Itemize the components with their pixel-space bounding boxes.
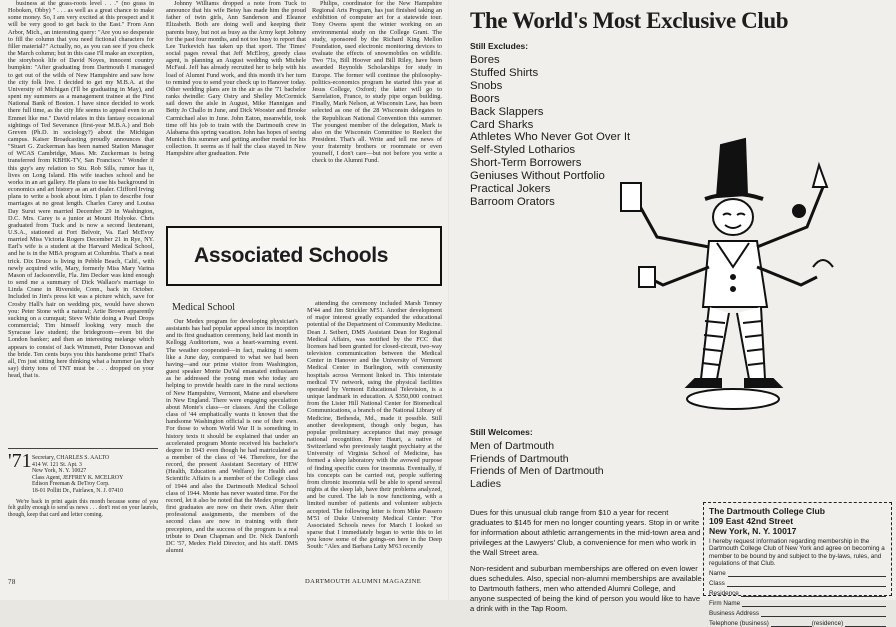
club-name: The Dartmouth College Club [709, 506, 826, 516]
magazine-footer: DARTMOUTH ALUMNI MAGAZINE [305, 578, 422, 585]
promo-paragraph: Dues for this unusual club range from $10 a year for recent graduates to $145 for men no longer counting years. Stop in or write for information about athletic arrangements in the mid-town area and privileges at the Lawyers' Club, a convenience for men who work in the Wall Street area. [470, 508, 701, 557]
class-secretary-box [8, 450, 158, 518]
ad-title: The World's Most Exclusive Club [470, 8, 789, 33]
class-agent-firm: Edison Freeman & DeTroy Corp. [32, 481, 110, 488]
juggler-illustration [617, 117, 839, 417]
club-address: 109 East 42nd Street [709, 516, 794, 526]
list-item: Ladies [470, 477, 501, 490]
divider [8, 448, 158, 449]
medical-school-column-1: Our Medex program for developing physician's assistants has had popular appeal since its inception and its first graduation ceremony, held last month in Kellogg Auditorium, was a heart-warming event. The weather cooperated—in fact, making it seem like a June day, compared to what we had been having—and our prime visitor from Washington, guest speaker Monte DuVal emanated enthusiasm as he addressed the young men who today are helping to provide health care in the rural sections of New Hampshire, Vermont, Maine and elsewhere in New England. There were engaging speculation about Monte's class—or classes. And the College class of '44 emphatically wants it known that the handsome Washington official is one of their own. For those to whom World War II is something in history texts it should be explained that under an accelerated program Monte received his bachelor's degree in 1943 even though he had matriculated as a member of the class of '44. Therefore, for the record, the present Assistant Secretary of HEW (Health, Education and Welfare) for Health and Scientific Affairs is a member of the College class of 1944 and also the Dartmouth Medical School class of 1944. Monte has never wasted time. For the record, let it also be noted that the Medex program's first graduates are now on their own. After their professional assignments, the members of the second class are now in training with their preceptors, and the success of the program is a real tribute to Dean Chapman and Dr. Nick Danforth DC '57, Medex Field Director, and his staff. DMS alumni [166, 318, 298, 554]
class-field[interactable]: Class [709, 580, 886, 587]
business-address-field[interactable]: Business Address [709, 610, 886, 617]
welcomes-heading: Still Welcomes: [470, 427, 533, 437]
class-year: '71 [8, 450, 32, 472]
secretary-city: New York, N. Y. 10027 [32, 468, 87, 475]
telephone-field[interactable]: Telephone (business) (residence) [709, 620, 886, 627]
list-item: Men of Dartmouth [470, 440, 555, 452]
class-agent-address: 18-01 Pollitt Dr., Fairlawn, N. J. 07410 [32, 487, 123, 494]
secretary-address: 414 W. 121 St. Apt. 3 [32, 461, 82, 468]
list-item: Self-Styled Lotharios [470, 144, 576, 157]
secretary-line: Secretary, CHARLES S. AALTO [32, 455, 110, 461]
associated-schools-banner [166, 226, 442, 286]
list-item: Snobs [470, 79, 503, 92]
membership-coupon [703, 502, 892, 627]
list-item: Barroom Orators [470, 195, 555, 208]
list-item: Bores [470, 54, 500, 66]
welcomes-list [470, 440, 604, 490]
firm-name-field[interactable]: Firm Name [709, 600, 886, 607]
list-item: Geniuses Without Portfolio [470, 170, 605, 183]
list-item: Friends of Men of Dartmouth [470, 465, 604, 477]
list-item: Stuffed Shirts [470, 66, 539, 79]
banner-title: Associated Schools [194, 244, 389, 267]
page-number: 78 [8, 578, 16, 586]
list-item: Friends of Dartmouth [470, 452, 569, 465]
list-item: Card Sharks [470, 118, 534, 131]
class-agent-line: Class Agent, JEFFREY K. MCELROY [32, 474, 124, 481]
residence-field[interactable]: Residence [709, 590, 886, 597]
left-page [0, 0, 448, 600]
medical-school-column-2: attending the ceremony included Marsh Tenney M'44 and Jim Strickler M'51. Another development of major interest greatly expanded the educational potential of the Department of Community Medicine. Dean J. Seibert, DMS Assistant Dean for Regional Medical Affairs, was notified by the FCC that licenses had been granted for closed-circuit, two-way television communication between the Medical Center in Hanover and the University of Vermont Medical Center in Burlington, with community hospitals across Vermont linked in. This interstate medical TV network, using the physical facilities operated by Vermont Educational Television, is a unique landmark in education. A $350,000 contract from the Lister Hill National Center for Biomedical Communications, a branch of the National Library of Medicine, Bethesda, Md., made it possible. Still another development, though only begun, has popular preliminary acceptance that may presage national recognition. Peter Hauri, a native of Switzerland who previously taught psychiatry at the University of Virginia School of Medicine, has formed a sleep laboratory with the avowed purpose of finding specific cures for insomnia. Eventually, if his concepts can be carried out, people suffering from chronic insomnia will be able to spend several nights at the sleep lab, have their problems analyzed, and be cured. The lab is now functioning, with a limited number of patients and volunteer subjects accepted. The following letter is from Mike Passero M'51 of Duke University Medical Center: "For Associated Schools news for March I looked so sparse that I immediately began to write this to let you know some of the goings-on here in the Deep South: "Alex and Barbara Latty M'63 recently [307, 300, 442, 551]
list-item: Back Slappers [470, 105, 544, 118]
list-item: Practical Jokers [470, 183, 551, 196]
list-item: Boors [470, 92, 500, 105]
list-item: Athletes Who Never Got Over It [470, 131, 631, 144]
name-field[interactable]: Name [709, 570, 886, 577]
class-note: We're back in print again this month because some of you felt guilty enough to send us news . . . don't rest on your laurels, though, keep that card and letter coming. [8, 498, 158, 518]
class-notes-column-1: business at the grass-roots level . . ." (no grass in Hoboken, Obby) " . . . as well as a great chance to make some money. So, I am very excited at this prospect and it will be very good to get back to the East." From Ann Arbor, Mich., an interesting query: "Are you so desperate to fill the column that you need fictional characters for filler material?" Actually, no, as you can see if you check the March column; but in this case I'll make an exception, the storybook life of David Noyes, innocent country bumpkin: "After graduating from Dartmouth I managed to get out of the wilds of New Hampshire and saw how the city folk live. I decided to get my M.B.A. at the University of Michigan (I'll be graduating in May), and spent my summers as a management trainee at the First National Bank of Boston. I have since decided to work there full time, as the city life seems to appeal even to an Emmet like me." David relates in this fantasy occasional sightings of Ted Severance (first-year M.B.A.) and Bob Greven (Ph.D. in sociology?) about the Michigan campus. Kaiser Broadcasting proudly announces that "Stuart G. Zuckerman has been named Station Manager of WCAS Cambridge, Mass. Mr. Zuckerman is being transferred from KBHK-TV, San Francisco." Wonder if this guy's any relation to Stu. Rob Sills, rumor has it, lives on Long Island. His wife teaches school and he works in an art gallery. He plans to use his background in economics and art history as an art dealer. Clifford Irving plans to write a book about him. I plan to describe four marriages at no great length. Charles Carey and Louisa Day Surut were married December 29 in Washington, D.C. Mrs. Carey is a junior at Mount Holyoke. Chris graduated from Tuck and is now a second lieutenant, U.S.A., stationed at Fort Belvoir, Va. Earl McEvoy married Miss Victoria Rogers December 21 in Rye, NY. Earl's wife is a student at the Harvard Medical School, and he is in the MBA program at Columbia. That's a neat trick. Dix Druce is living in Pebble Beach, Calif., with newly acquired wife, Mary, formerly Miss Mary Varina Mason of Jacksonville, Fla. Jim Decker was kind enough to send me a summary of Dick Wallace's marriage to Linda Crane in Riverside, Conn., back in October. Included in Jim's press kit was a picture which, save for Crosby Hall's hair on wedding pix, would have shown you: Peter Stone with a natural; Artie Brown apparently sucking on a cumquat; Steve White doing a Pearl Drops commercial; Tim himself looking very much the Syracuse law student; the bridegroom—even bit the London banker; and then an interesting melange which appears to consist of Jack Wimmett, Peter Donovan and the bride. Ten cents buys you this handsome print! That's all, I'm just sitting here thinking what a hummer (as they say) thirty tons of TNT must be . . . dropped on your head, that is. [8, 0, 154, 380]
club-city: New York, N. Y. 10017 [709, 526, 797, 536]
class-notes-column-3: Philips, coordinator for the New Hampshire Regional Arts Program, has just finished taking an exhibition of computer art for a statewide tour. Tony Owens spent the winter working on an environmental study on the College Grant. The study, sponsored by the Richard King Mellon Foundation, used electronic monitoring devices to evaluate the effects of snowmobiles on wildlife. Two '71s, Bill Hoover and Bill Riley, have been awarded Reynolds Scholarships for study in Europe. The former will continue the philosophy-politics-economics program he started this year at Jesus College, Oxford; the latter will go to Sarrelation, France, to study pipe organ building. Finally, Mark Nelson, at Wisconsin Law, has been selected as one of the 28 Wisconsin delegates to the Republican National Convention this summer. The youngest member of the delegation, Mark is also on the Wisconsin Committee to Reelect the President. That's all. Write and tell me news of your fraternity brothers or roommate or even yourself, I don't care—but not before you write a check to the Alumni Fund. [312, 0, 442, 165]
excludes-list [470, 54, 630, 209]
coupon-text: I hereby request information regarding membership in the Dartmouth College Club of New York and agree on becoming a member to be bound by and subject to the by-laws, rules, and regulations of that Club. [709, 538, 885, 567]
promo-copy [470, 508, 702, 620]
class-notes-column-2: Johnny Williams dropped a note from Tuck to announce that his wife Betsy has made him the proud father of twin girls, Ann Sanderson and Eleanor Elizabeth. Both are doing well and keeping their parents busy, but not as busy as the Army kept Johnny for the past four months, and not too busy to report that Lee Turkevich has taken up that sport. The Times' social pages reveal that Jeff McElroy, greedy class agent, is planning an August wedding with Michele McFaul. Jeff has already recruited her to help with his load of Alumni Fund work, and this month it's her turn to remind you to send your check up to Hanover today. Other wedding plans are in the air as the '71 bachelor ranks dwindle: Gary Ostry and Shelley McCormick sail down the aisle in August, Mike Hannigan and Betty Jo Challo in June, and Dick Wooster and Brooke Carmichael also in June. John Eaton, meanwhile, took time off his job to train with the Dartmouth crew in Alabama this spring vacation. John has hopes of seeing Munich this summer and getting another medal for his collection. It seems as if half the class stayed in New Hampshire after graduation. Pete [166, 0, 306, 158]
excludes-heading: Still Excludes: [470, 41, 529, 51]
list-item: Short-Term Borrowers [470, 157, 582, 170]
promo-paragraph: Non-resident and suburban memberships are offered on even lower dues schedules. Also, special non-alumni memberships are available to Dartmouth fathers, men who attended Alumni College, and anyone suspected of being the kind of person you would like to have a drink with in the Tap Room. [470, 564, 702, 613]
section-subhead: Medical School [172, 302, 236, 313]
